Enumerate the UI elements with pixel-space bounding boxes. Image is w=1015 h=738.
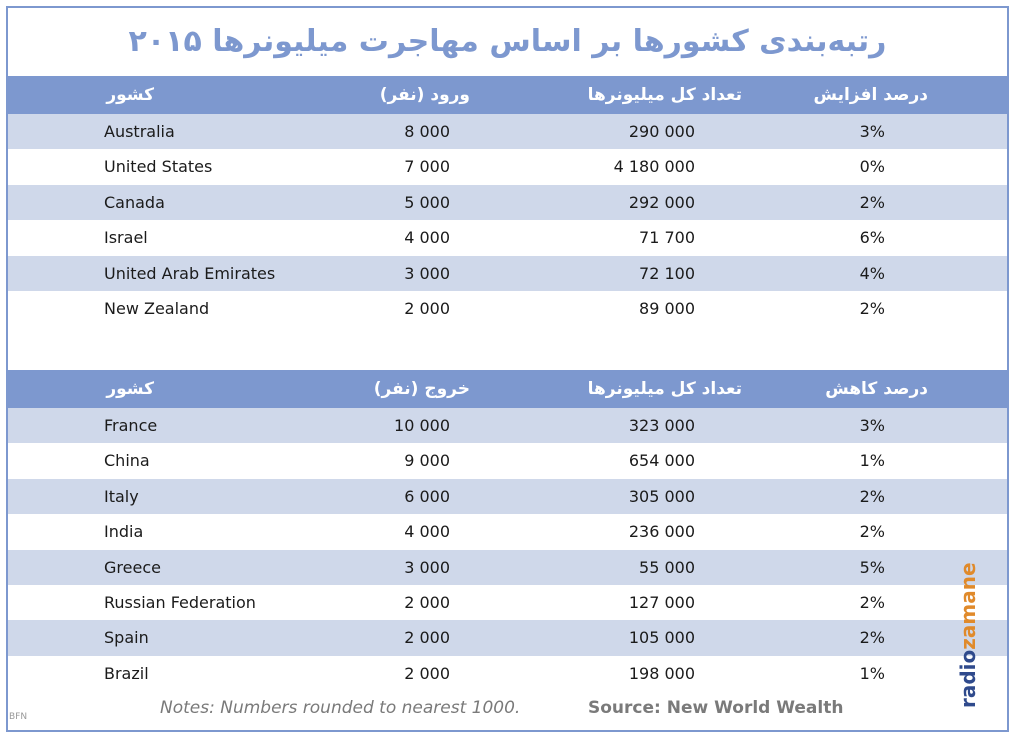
cell-country: France xyxy=(104,416,158,435)
table-row xyxy=(8,220,1007,255)
cell-total: 4 180 000 xyxy=(613,157,695,177)
cell-total: 198 000 xyxy=(628,663,695,683)
cell-total: 290 000 xyxy=(628,122,695,141)
cell-percent: 1% xyxy=(859,663,885,683)
cell-country: China xyxy=(104,451,150,471)
outflow-table xyxy=(8,370,1007,691)
cell-total: 72 100 xyxy=(639,263,695,283)
table-row xyxy=(8,443,1007,478)
cell-percent: 2% xyxy=(859,592,885,612)
header-country: کشور xyxy=(106,379,154,399)
table-row xyxy=(8,256,1007,291)
cell-country: United Arab Emirates xyxy=(104,263,276,283)
logo-text-zamane: zamane xyxy=(956,562,980,650)
table-row xyxy=(8,550,1007,585)
table-row xyxy=(8,514,1007,549)
header-total-millionaires: تعداد کل میلیونرها xyxy=(587,379,742,399)
cell-total: 55 000 xyxy=(639,557,695,577)
cell-outflow: 2 000 xyxy=(404,663,450,683)
cell-percent: 2% xyxy=(859,628,885,648)
outflow-header-row xyxy=(8,370,1007,408)
table-row xyxy=(8,585,1007,620)
cell-total: 71 700 xyxy=(639,228,695,248)
cell-country: New Zealand xyxy=(104,298,210,318)
source-text: Source: New World Wealth xyxy=(588,698,844,718)
notes-text: Notes: Numbers rounded to nearest 1000. xyxy=(160,698,521,718)
cell-inflow: 7 000 xyxy=(404,157,450,177)
header-total-millionaires: تعداد کل میلیونرها xyxy=(587,85,742,105)
cell-total: 292 000 xyxy=(628,192,695,212)
table-row xyxy=(8,620,1007,655)
table-row xyxy=(8,291,1007,326)
cell-country: Greece xyxy=(104,557,161,577)
cell-total: 654 000 xyxy=(628,451,695,471)
cell-percent: 2% xyxy=(859,486,885,506)
cell-inflow: 5 000 xyxy=(404,192,450,212)
infographic-frame xyxy=(6,6,1009,732)
cell-percent: 0% xyxy=(859,157,885,177)
cell-outflow: 6 000 xyxy=(404,486,450,506)
cell-total: 323 000 xyxy=(628,416,695,435)
cell-total: 89 000 xyxy=(639,298,695,318)
cell-outflow: 9 000 xyxy=(404,451,450,471)
cell-percent: 2% xyxy=(859,522,885,542)
cell-inflow: 8 000 xyxy=(404,122,450,141)
header-percent-increase: درصد افزایش xyxy=(813,85,928,105)
cell-total: 305 000 xyxy=(628,486,695,506)
cell-country: India xyxy=(104,522,144,542)
radiozamane-logo xyxy=(956,562,980,708)
table-row xyxy=(8,656,1007,691)
cell-inflow: 3 000 xyxy=(404,263,450,283)
inflow-rows xyxy=(8,114,1007,326)
cell-percent: 4% xyxy=(859,263,885,283)
cell-percent: 2% xyxy=(859,192,885,212)
page-title: رتبه‌بندی کشورها بر اساس مهاجرت میلیونرها ۲۰۱۵ xyxy=(128,24,887,59)
cell-outflow: 2 000 xyxy=(404,628,450,648)
cell-total: 105 000 xyxy=(628,628,695,648)
cell-country: Russian Federation xyxy=(104,592,256,612)
cell-outflow: 4 000 xyxy=(404,522,450,542)
outflow-rows xyxy=(8,408,1007,691)
cell-country: Israel xyxy=(104,228,148,248)
cell-country: Canada xyxy=(104,192,165,212)
credit-text: BFN xyxy=(9,712,28,722)
cell-percent: 2% xyxy=(859,298,885,318)
table-row xyxy=(8,185,1007,220)
cell-country: Spain xyxy=(104,628,149,648)
header-outflow: خروج (نفر) xyxy=(373,379,470,399)
cell-country: Brazil xyxy=(104,663,149,683)
cell-country: Australia xyxy=(104,122,175,141)
cell-inflow: 4 000 xyxy=(404,228,450,248)
cell-outflow: 2 000 xyxy=(404,592,450,612)
table-row xyxy=(8,149,1007,184)
cell-outflow: 10 000 xyxy=(394,416,450,435)
cell-inflow: 2 000 xyxy=(404,298,450,318)
cell-total: 236 000 xyxy=(628,522,695,542)
cell-country: United States xyxy=(104,157,213,177)
cell-percent: 5% xyxy=(859,557,885,577)
inflow-table xyxy=(8,76,1007,326)
inflow-header-row xyxy=(8,76,1007,114)
cell-percent: 6% xyxy=(859,228,885,248)
logo-text-radio: radio xyxy=(956,649,980,708)
cell-outflow: 3 000 xyxy=(404,557,450,577)
cell-percent: 1% xyxy=(859,451,885,471)
table-row xyxy=(8,479,1007,514)
table-row xyxy=(8,408,1007,443)
table-row xyxy=(8,114,1007,149)
header-percent-decrease: درصد کاهش xyxy=(825,379,928,399)
cell-total: 127 000 xyxy=(628,592,695,612)
header-inflow: ورود (نفر) xyxy=(379,85,470,105)
header-country: کشور xyxy=(106,85,154,105)
cell-percent: 3% xyxy=(859,122,885,141)
cell-percent: 3% xyxy=(859,416,885,435)
cell-country: Italy xyxy=(104,486,139,506)
